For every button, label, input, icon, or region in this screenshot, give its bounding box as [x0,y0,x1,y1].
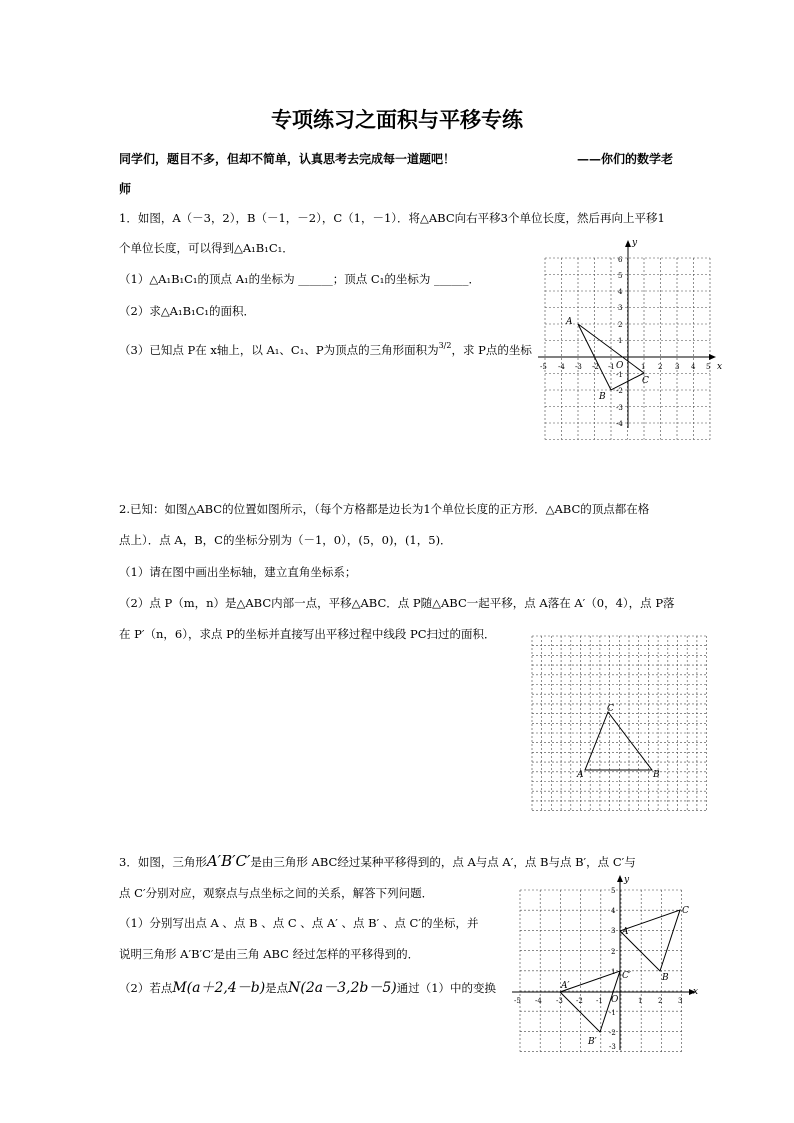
figure-3-x-tick: -4 [535,997,542,1005]
figure-2-grid [530,634,712,816]
figure-1-x-tick: 2 [658,363,663,371]
figure-3-x-tick: 3 [678,997,683,1005]
q2-part1: （1）请在图中画出坐标轴，建立直角坐标系； [119,565,357,579]
q3-part2-mid: 是点 [265,981,289,995]
figure-1-y-tick: 2 [618,321,623,329]
figure-1-y-tick: 1 [618,337,623,345]
figure-1-y-tick: 3 [618,304,623,312]
figure-2-point-c: C [607,704,614,714]
intro-text: 同学们，题目不多，但却不简单，认真思考去完成每一道题吧！ [119,152,456,166]
figure-3-x-tick: -3 [556,997,563,1005]
figure-3-point-b: B [662,973,669,983]
q2-line1: 2.已知：如图△ABC的位置如图所示，（每个方格都是边长为1个单位长度的正方形．△ABC的顶点都在格 [119,502,650,516]
figure-2-point-b: B [653,770,660,780]
figure-3-y-tick: 2 [611,948,616,956]
figure-3-x-tick: -2 [576,997,583,1005]
q1-part3-text: （3）已知点 P在 x轴上，以 A₁、C₁、P为顶点的三角形面积为 [119,343,439,357]
q1-line2: 个单位长度，可以得到△A₁B₁C₁． [119,241,294,255]
figure-1-point-c: C [642,376,649,386]
figure-3-triangle-abc [620,910,680,971]
figure-1-x-tick: -5 [540,363,547,371]
figure-3-y-tick: 4 [611,907,616,915]
q3-line1-start: 3．如图，三角形 [119,855,207,869]
figure-1-x-tick: 3 [675,363,680,371]
figure-3-x-tick: -5 [514,997,521,1005]
q3-point-m: M(a＋2,4－b) [172,980,266,996]
figure-1-x-tick: 1 [641,363,646,371]
figure-1-y-tick: -3 [616,404,623,412]
figure-3-y-tick: 5 [611,887,616,895]
q3-part1-cont: 说明三角形 A′B′C′是由三角 ABC 经过怎样的平移得到的． [119,947,420,961]
q3-point-n: N(2a－3,2b－5) [288,980,397,996]
q3-part2 [119,977,496,997]
figure-3-y-tick: -3 [609,1043,616,1051]
figure-3-y-tick: 1 [611,968,616,976]
figure-3-x-label: x [693,987,699,997]
figure-1-x-tick: 5 [706,363,711,371]
q1-fraction: 3/2 [438,341,452,350]
figure-1-x-tick: -2 [592,363,599,371]
q2-part2: （2）点 P（m，n）是△ABC内部一点，平移△ABC．点 P随△ABC一起平移，点 A落在 A′（0，4），点 P落 [119,596,675,610]
figure-3-y-tick: 3 [611,927,616,935]
q3-line1 [119,852,636,870]
q1-line1: 1．如图，A（－3，2），B（－1，－2），C（1，－1）．将△ABC向右平移3个单位长度，然后再向上平移1 [119,211,665,225]
figure-3-y-label: y [624,875,630,885]
figure-3-y-tick: -2 [609,1029,616,1037]
figure-2-point-a: A [577,770,584,780]
q1-part2: （2）求△A₁B₁C₁的面积． [119,304,256,318]
figure-2-triangle-abc [585,712,652,770]
figure-1-x-label: x [717,362,723,372]
q3-triangle-name: A′B′C′ [206,852,251,870]
figure-1-y-tick: -1 [616,371,623,379]
q1-part1: （1）△A₁B₁C₁的顶点 A₁的坐标为 ______；顶点 C₁的坐标为 ______． [119,272,480,286]
page-title: 专项练习之面积与平移专练 [271,107,523,132]
q1-part3-end: ，求 P点的坐标 [451,343,532,357]
figure-1-point-a: A [566,317,573,327]
q3-part2-end: 通过（1）中的变换 [396,981,497,995]
figure-1-y-tick: -2 [616,387,623,395]
figure-1-point-b: B [599,392,606,402]
figure-3-x-tick: 2 [658,997,663,1005]
figure-1-y-tick: 6 [618,256,623,264]
figure-1-x-tick: 4 [691,363,696,371]
figure-3-x-tick: 1 [638,997,643,1005]
figure-1-x-arrow [709,354,716,360]
q3-part2-start: （2）若点 [119,981,173,995]
figure-1-x-tick: -1 [608,363,615,371]
q3-line2: 点 C′分别对应，观察点与点坐标之间的关系，解答下列问题． [119,886,434,900]
figure-1-y-arrow [625,240,631,247]
figure-1-y-label: y [632,238,638,248]
figure-1-x-tick: -4 [558,363,565,371]
figure-3-y-tick: -1 [609,1009,616,1017]
figure-3-y-arrow [617,875,623,882]
figure-3-point-c: C [682,906,689,916]
figure-1-y-tick: -4 [616,420,623,428]
figure-3-point-c-prime: C′ [622,971,631,981]
q2-line2: 点上）．点 A，B，C的坐标分别为（－1，0），(5，0)，(1，5)． [119,533,452,547]
figure-3-point-a: A [622,927,629,937]
figure-3-x-tick: -1 [596,997,603,1005]
intro-signature-end: 师 [119,182,132,196]
figure-1-coordinate-grid [536,236,723,432]
q2-part2-cont: 在 P′（n，6），求点 P的坐标并直接写出平移过程中线段 PC扫过的面积． [119,627,496,641]
figure-1-x-tick: -3 [575,363,582,371]
figure-3-point-a-prime: A′ [561,981,570,991]
q3-line1-end: 是由三角形 ABC经过某种平移得到的，点 A与点 A′，点 B与点 B′，点 C′与 [250,855,636,869]
figure-3-coordinate-grid [510,872,702,1052]
figure-1-y-tick: 5 [618,272,623,280]
intro-signature: ——你们的数学老 [577,152,674,166]
figure-3-point-b-prime: B′ [588,1037,597,1047]
figure-3-origin-label: O [611,995,619,1005]
figure-1-y-tick: 4 [618,288,623,296]
q1-part3 [119,341,532,358]
q3-part1: （1）分别写出点 A 、点 B 、点 C 、点 A′ 、点 B′ 、点 C′的坐标，并 [119,916,479,930]
figure-1-origin-label: O [616,361,624,371]
